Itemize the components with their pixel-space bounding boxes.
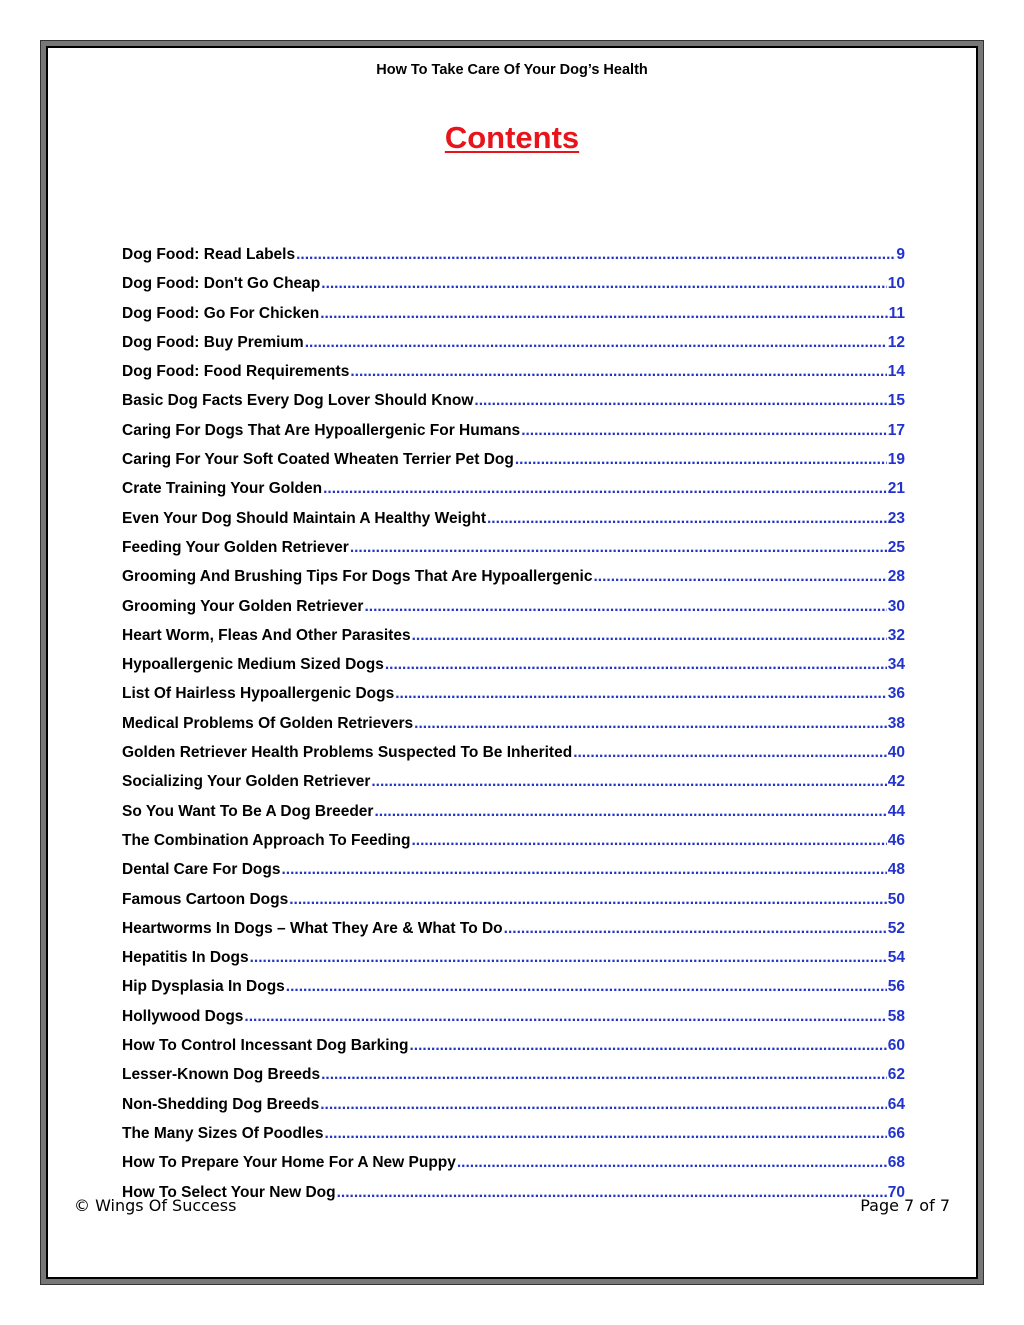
toc-entry-label: Golden Retriever Health Problems Suspected To Be Inherited (122, 744, 573, 762)
toc-entry-page: 10 (887, 275, 905, 293)
toc-entry-page: 50 (887, 890, 905, 908)
toc-entry-label: Caring For Your Soft Coated Wheaten Terrier Pet Dog (122, 451, 514, 469)
toc-dot-leader (411, 832, 886, 850)
toc-entry-page: 60 (887, 1037, 905, 1055)
toc-entry-label: List Of Hairless Hypoallergenic Dogs (122, 685, 395, 703)
toc-entry-page: 28 (887, 568, 905, 586)
toc-entry-label: Non-Shedding Dog Breeds (122, 1095, 320, 1113)
toc-entry-label: Hepatitis In Dogs (122, 949, 249, 967)
toc-entry-page: 14 (887, 363, 905, 381)
toc-entry-label: Hypoallergenic Medium Sized Dogs (122, 656, 384, 674)
toc-entry-label: The Combination Approach To Feeding (122, 831, 411, 849)
toc-entry-page: 70 (887, 1183, 905, 1201)
toc-entry-label: Grooming Your Golden Retriever (122, 597, 364, 615)
toc-entry-page: 9 (896, 246, 905, 263)
toc-entry-label: Basic Dog Facts Every Dog Lover Should Know (122, 392, 474, 410)
toc-entry-label: Dog Food: Buy Premium (122, 333, 304, 351)
toc-entry-page: 58 (887, 1007, 905, 1025)
toc-entry-label: Dog Food: Read Labels (122, 246, 296, 263)
toc-entry-label: Lesser-Known Dog Breeds (122, 1066, 321, 1084)
toc-dot-leader (504, 920, 887, 938)
toc-entry-label: Grooming And Brushing Tips For Dogs That Are Hypoallergenic (122, 568, 593, 586)
toc-entry-label: Medical Problems Of Golden Retrievers (122, 714, 414, 732)
toc-dot-leader (395, 685, 887, 703)
toc-dot-leader (320, 1096, 887, 1114)
toc-entry[interactable] (122, 627, 905, 656)
toc-dot-leader (594, 568, 887, 586)
toc-entry-page: 12 (887, 333, 905, 351)
toc-dot-leader (487, 510, 887, 528)
toc-entry-page: 15 (887, 392, 905, 410)
toc-dot-leader (289, 891, 887, 909)
toc-dot-leader (521, 422, 887, 440)
toc-entry[interactable] (122, 539, 905, 568)
toc-entry[interactable] (122, 598, 905, 627)
toc-list (122, 246, 905, 1213)
toc-entry-label: Dental Care For Dogs (122, 861, 281, 879)
toc-entry-page: 34 (887, 656, 905, 674)
toc-entry-page: 44 (887, 802, 905, 820)
toc-dot-leader (286, 978, 887, 996)
toc-dot-leader (385, 656, 887, 674)
toc-entry-page: 11 (888, 304, 905, 322)
toc-entry-page: 66 (887, 1124, 905, 1142)
toc-dot-leader (457, 1154, 887, 1172)
footer-page-number: Page 7 of 7 (860, 1196, 950, 1215)
toc-dot-leader (296, 246, 895, 264)
toc-entry[interactable] (122, 861, 905, 890)
toc-entry-page: 38 (887, 714, 905, 732)
toc-entry-page: 36 (887, 685, 905, 703)
toc-dot-leader (337, 1184, 887, 1202)
toc-entry-label: Dog Food: Don't Go Cheap (122, 275, 321, 293)
toc-entry[interactable] (122, 246, 905, 275)
toc-entry-page: 48 (887, 861, 905, 879)
toc-dot-leader (305, 334, 887, 352)
toc-entry-page: 17 (887, 421, 905, 439)
toc-entry[interactable] (122, 1125, 905, 1154)
toc-dot-leader (350, 539, 887, 557)
toc-entry[interactable] (122, 744, 905, 773)
toc-entry[interactable] (122, 1008, 905, 1037)
toc-entry[interactable] (122, 305, 905, 334)
toc-entry[interactable] (122, 949, 905, 978)
toc-entry-label: Heartworms In Dogs – What They Are & What To Do (122, 919, 503, 937)
toc-entry-label: Hip Dysplasia In Dogs (122, 978, 285, 996)
toc-entry-page: 25 (887, 538, 905, 556)
toc-entry[interactable] (122, 510, 905, 539)
toc-title: Contents (444, 120, 580, 155)
toc-entry-page: 40 (887, 744, 905, 762)
toc-entry[interactable] (122, 422, 905, 451)
toc-dot-leader (409, 1037, 886, 1055)
toc-entry[interactable] (122, 392, 905, 421)
toc-dot-leader (321, 1066, 887, 1084)
toc-dot-leader (374, 803, 886, 821)
toc-entry[interactable] (122, 480, 905, 509)
toc-entry-label: So You Want To Be A Dog Breeder (122, 802, 374, 820)
toc-entry[interactable] (122, 656, 905, 685)
toc-entry-label: Even Your Dog Should Maintain A Healthy Weight (122, 509, 486, 527)
toc-entry[interactable] (122, 334, 905, 363)
toc-entry[interactable] (122, 891, 905, 920)
toc-dot-leader (414, 715, 887, 733)
toc-entry-label: Heart Worm, Fleas And Other Parasites (122, 626, 411, 644)
running-header: How To Take Care Of Your Dog’s Health (376, 62, 648, 78)
toc-entry[interactable] (122, 773, 905, 802)
toc-entry-label: The Many Sizes Of Poodles (122, 1124, 324, 1142)
toc-dot-leader (321, 275, 886, 293)
toc-entry-page: 54 (887, 949, 905, 967)
toc-entry-page: 52 (887, 919, 905, 937)
toc-dot-leader (412, 627, 887, 645)
toc-entry-label: How To Control Incessant Dog Barking (122, 1037, 409, 1055)
toc-entry-label: Caring For Dogs That Are Hypoallergenic For Humans (122, 421, 521, 439)
toc-dot-leader (320, 305, 887, 323)
toc-entry-page: 62 (887, 1066, 905, 1084)
toc-entry[interactable] (122, 363, 905, 392)
toc-entry-label: Dog Food: Food Requirements (122, 363, 350, 381)
toc-entry-page: 68 (887, 1154, 905, 1172)
toc-entry[interactable] (122, 920, 905, 949)
toc-entry-label: Famous Cartoon Dogs (122, 890, 289, 908)
toc-entry[interactable] (122, 275, 905, 304)
toc-entry[interactable] (122, 832, 905, 861)
toc-entry[interactable] (122, 451, 905, 480)
toc-entry[interactable] (122, 1066, 905, 1095)
toc-dot-leader (515, 451, 887, 469)
toc-dot-leader (474, 392, 886, 410)
toc-entry[interactable] (122, 1184, 905, 1213)
toc-dot-leader (244, 1008, 886, 1026)
toc-entry-label: Feeding Your Golden Retriever (122, 538, 349, 556)
toc-entry[interactable] (122, 1037, 905, 1066)
toc-dot-leader (250, 949, 887, 967)
toc-entry-page: 42 (887, 773, 905, 791)
toc-entry-page: 21 (887, 480, 905, 498)
toc-entry-page: 19 (887, 451, 905, 469)
toc-entry[interactable] (122, 803, 905, 832)
toc-entry-page: 23 (887, 509, 905, 527)
toc-entry-label: Hollywood Dogs (122, 1007, 244, 1025)
page-frame (40, 40, 984, 1285)
toc-entry-page: 30 (887, 597, 905, 615)
toc-entry-label: How To Prepare Your Home For A New Puppy (122, 1154, 456, 1172)
toc-entry[interactable] (122, 685, 905, 714)
toc-entry-label: How To Select Your New Dog (122, 1183, 336, 1201)
toc-entry-page: 32 (887, 626, 905, 644)
toc-entry[interactable] (122, 978, 905, 1007)
toc-entry-label: Socializing Your Golden Retriever (122, 773, 371, 791)
toc-dot-leader (323, 480, 887, 498)
toc-dot-leader (364, 598, 886, 616)
toc-entry-page: 46 (887, 831, 905, 849)
toc-entry-label: Dog Food: Go For Chicken (122, 304, 320, 322)
toc-entry[interactable] (122, 1096, 905, 1125)
footer-copyright: © Wings Of Success (74, 1196, 237, 1215)
toc-dot-leader (281, 861, 886, 879)
toc-entry[interactable] (122, 568, 905, 597)
page (46, 46, 978, 1279)
toc-entry[interactable] (122, 715, 905, 744)
toc-entry[interactable] (122, 1154, 905, 1183)
toc-dot-leader (371, 773, 886, 791)
toc-dot-leader (350, 363, 886, 381)
toc-dot-leader (325, 1125, 887, 1143)
toc-dot-leader (573, 744, 887, 762)
toc-entry-label: Crate Training Your Golden (122, 480, 323, 498)
toc-entry-page: 56 (887, 978, 905, 996)
toc-entry-page: 64 (887, 1095, 905, 1113)
